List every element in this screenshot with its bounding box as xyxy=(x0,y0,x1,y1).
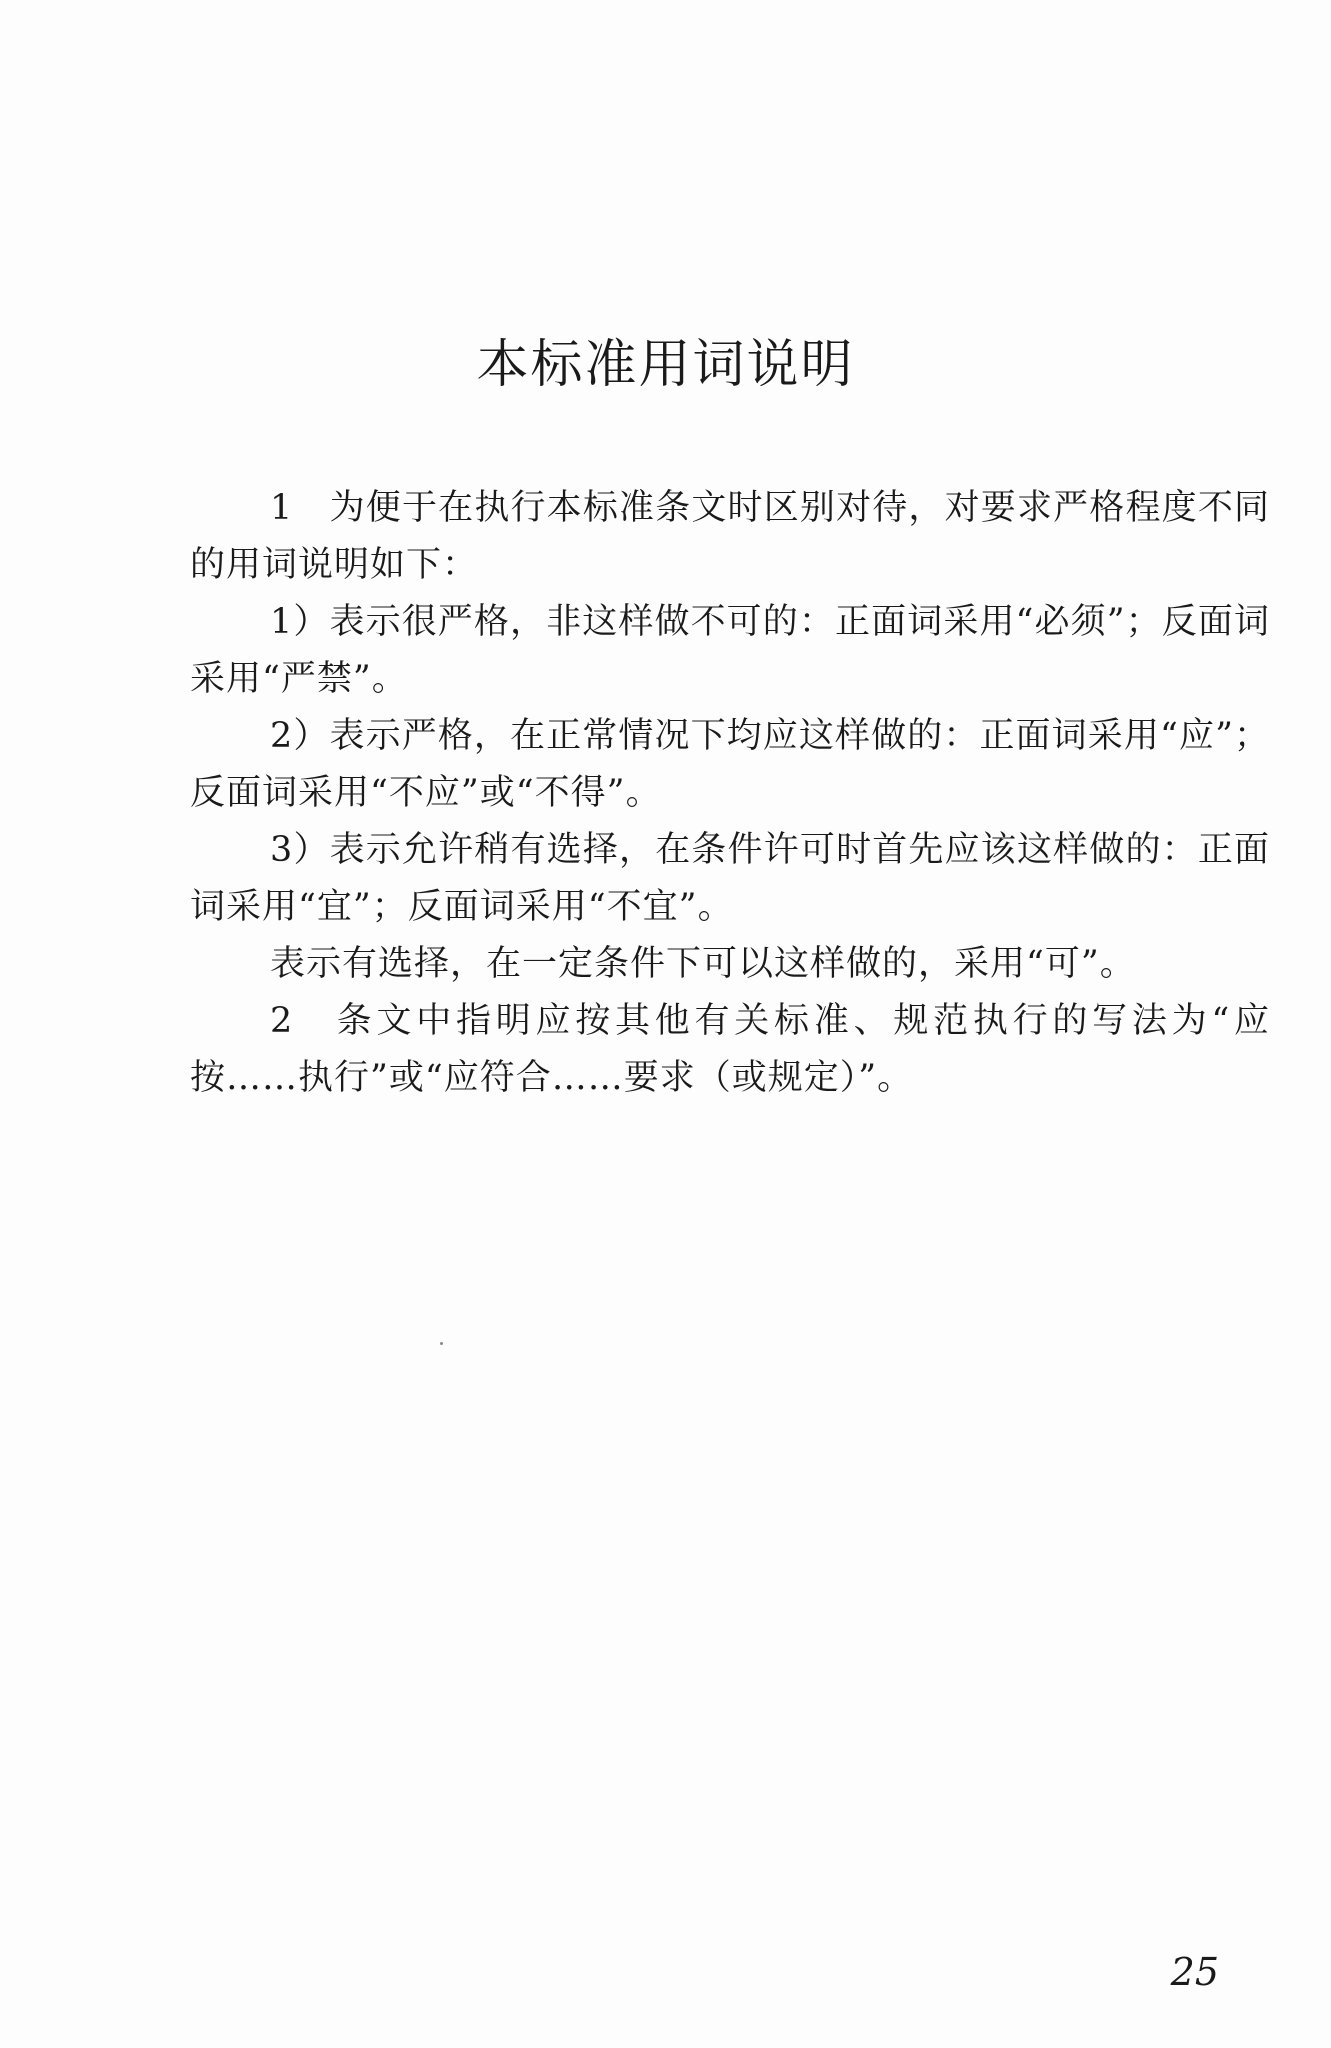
paragraph-clause-2: 2 条文中指明应按其他有关标准、规范执行的写法为“应按……执行”或“应符合……要求（或规定）”。 xyxy=(190,1001,1270,1098)
paragraph-optional: 表示有选择，在一定条件下可以这样做的，采用“可”。 xyxy=(270,944,1136,984)
paragraph-item-3: 3）表示允许稍有选择，在条件许可时首先应该这样做的：正面词采用“宜”；反面词采用“不宜”。 xyxy=(190,830,1270,927)
page-number: 25 xyxy=(1170,1950,1219,1994)
paragraph-item-1: 1）表示很严格，非这样做不可的：正面词采用“必须”；反面词采用“严禁”。 xyxy=(190,602,1270,699)
paragraph-item-2: 2）表示严格，在正常情况下均应这样做的：正面词采用“应”；反面词采用“不应”或“不得”。 xyxy=(190,716,1270,813)
scan-speck xyxy=(440,1342,443,1345)
body-text xyxy=(190,480,1270,1107)
page-title: 本标准用词说明 xyxy=(476,335,855,395)
paragraph-clause-1: 1 为便于在执行本标准条文时区别对待，对要求严格程度不同的用词说明如下： xyxy=(190,488,1270,585)
